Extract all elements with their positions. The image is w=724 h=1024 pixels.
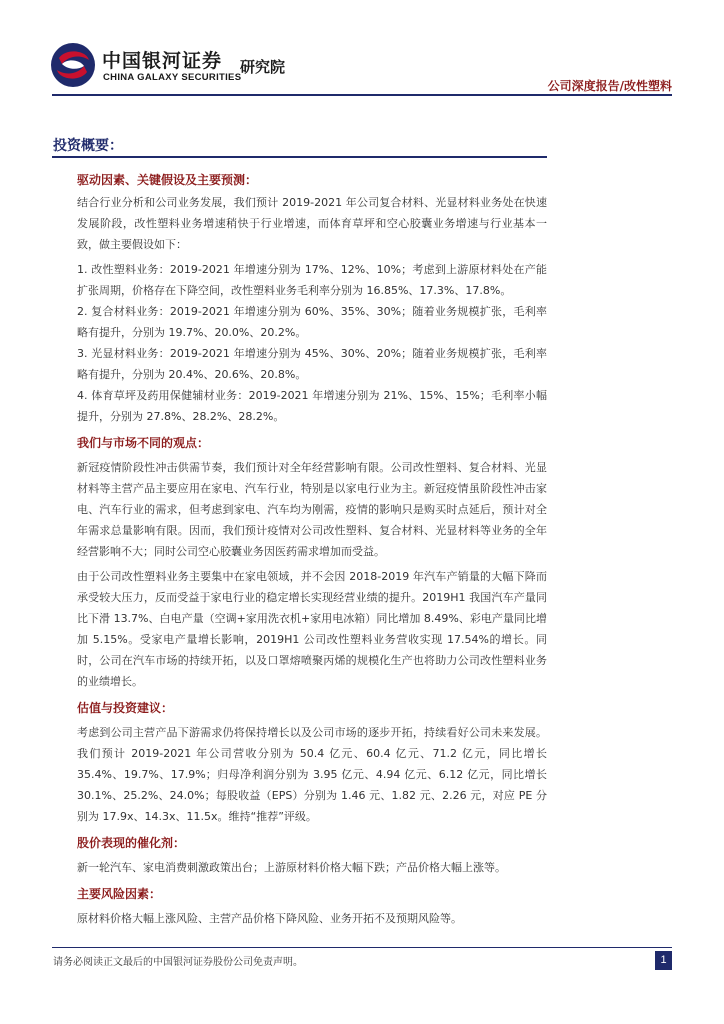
- footer-disclaimer: 请务必阅读正文最后的中国银河证券股份公司免责声明。: [53, 957, 303, 968]
- subsection-heading: 主要风险因素：: [77, 887, 162, 901]
- paragraph: 新冠疫情阶段性冲击供需节奏，我们预计对全年经营影响有限。公司改性塑料、复合材料、光显材料等主营产品主要应用在家电、汽车行业，特别是以家电行业为主。新冠疫情虽阶段性冲击家电、汽车行业的需求，但考虑到家电、汽车均为刚需，疫情的影响只是购买时点延后，预计对全年需求总量影响有限。因而，我们预计疫情对公司改性塑料、复合材料、光显材料等业务的全年经营影响不大；同时公司空心胶囊业务因医药需求增加而受益。: [77, 461, 547, 558]
- subsection-heading: 估值与投资建议：: [77, 701, 174, 715]
- logo-english-name: CHINA GALAXY SECURITIES: [103, 72, 242, 83]
- paragraph: 新一轮汽车、家电消费刺激政策出台；上游原材料价格大幅下跌；产品价格大幅上涨等。: [77, 861, 506, 874]
- paragraph: 2. 复合材料业务：2019-2021 年增速分别为 60%、35%、30%；随着业务规模扩张，毛利率略有提升，分别为 19.7%、20.0%、20.2%。: [77, 305, 547, 339]
- institute-label: 研究院: [240, 58, 286, 76]
- page-number: 1: [655, 951, 672, 970]
- logo-chinese-name: 中国银河证券: [102, 50, 223, 72]
- section-title: 投资概要：: [53, 138, 123, 154]
- paragraph: 4. 体育草坪及药用保健辅材业务：2019-2021 年增速分别为 21%、15%、15%；毛利率小幅提升，分别为 27.8%、28.2%、28.2%。: [77, 389, 547, 423]
- paragraph: 考虑到公司主营产品下游需求仍将保持增长以及公司市场的逐步开拓，持续看好公司未来发展。我们预计 2019-2021 年公司营收分别为 50.4 亿元、60.4 亿元、71.2 亿元，同比增长 35.4%、19.7%、17.9%；归母净利润分别为 3.95 亿元、4.94 亿元、6.12 亿元，同比增长 30.1%、25.2%、24.0%；每股收益（EPS）分别为 1.46 元、1.82 元、2.26 元，对应 PE 分别为 17.9x、14.3x、11.5x。维持“推荐”评级。: [77, 726, 547, 823]
- galaxy-logo-icon: [50, 42, 96, 88]
- paragraph: 1. 改性塑料业务：2019-2021 年增速分别为 17%、12%、10%；考虑到上游原材料处在产能扩张周期，价格存在下降空间，改性塑料业务毛利率分别为 16.85%、17.3%、17.8%。: [77, 263, 547, 297]
- paragraph: 由于公司改性塑料业务主要集中在家电领域，并不会因 2018-2019 年汽车产销量的大幅下降而承受较大压力，反而受益于家电行业的稳定增长实现经营业绩的提升。2019H1 我国汽车产量同比下滑 13.7%、白电产量（空调+家用洗衣机+家用电冰箱）同比增加 8.49%、彩电产量同比增加 5.15%。受家电产量增长影响，2019H1 公司改性塑料业务营收实现 17.54%的增长。同时，公司在汽车市场的持续开拓，以及口罩熔喷聚丙烯的规模化生产也将助力公司改性塑料业务的业绩增长。: [77, 570, 547, 688]
- paragraph: 原材料价格大幅上涨风险、主营产品价格下降风险、业务开拓不及预期风险等。: [77, 912, 462, 925]
- footer-divider: [52, 947, 672, 948]
- subsection-heading: 驱动因素、关键假设及主要预测：: [77, 173, 258, 187]
- subsection-heading: 我们与市场不同的观点：: [77, 436, 210, 450]
- paragraph: 3. 光显材料业务：2019-2021 年增速分别为 45%、30%、20%；随着业务规模扩张，毛利率略有提升，分别为 20.4%、20.6%、20.8%。: [77, 347, 547, 381]
- section-divider: [52, 156, 547, 158]
- header-divider: [52, 94, 672, 96]
- report-body: [77, 170, 547, 929]
- company-logo: [50, 42, 290, 92]
- paragraph: 结合行业分析和公司业务发展，我们预计 2019-2021 年公司复合材料、光显材料业务处在快速发展阶段，改性塑料业务增速稍快于行业增速，而体育草坪和空心胶囊业务增速与行业基本一致，做主要假设如下：: [77, 196, 547, 251]
- report-type: 公司深度报告/改性塑料: [547, 79, 672, 93]
- subsection-heading: 股价表现的催化剂：: [77, 836, 186, 850]
